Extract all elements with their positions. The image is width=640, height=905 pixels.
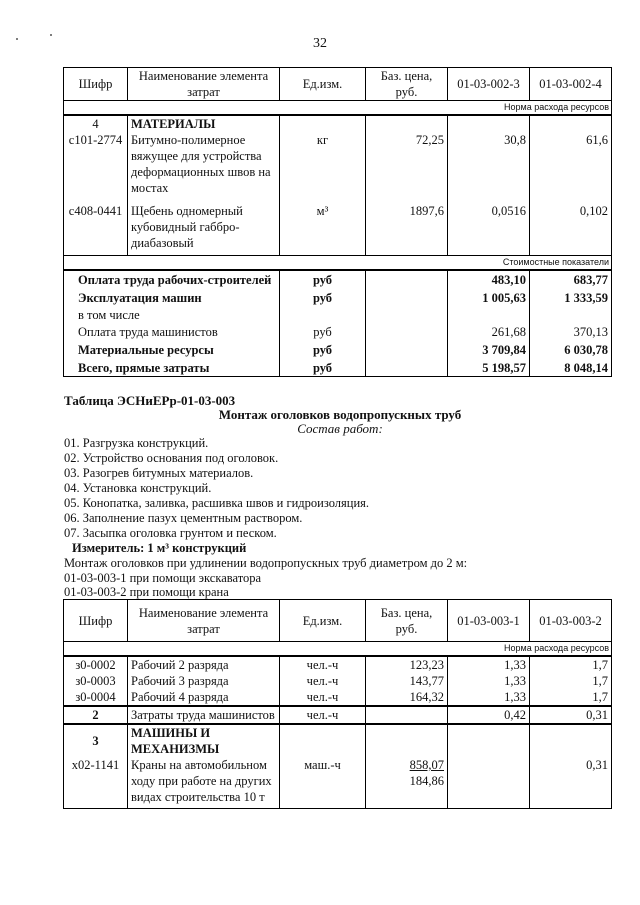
row-value-1: 1,33 xyxy=(504,658,526,672)
row-price: 72,25 xyxy=(366,115,448,199)
row-price: 123,23 xyxy=(409,658,444,672)
cost-value-1: 261,68 xyxy=(491,324,526,339)
row-price: 143,77 xyxy=(409,674,444,688)
row-value-1: 1,33 xyxy=(504,690,526,704)
section-title: МАТЕРИАЛЫ xyxy=(131,117,216,131)
cost-name: Оплата труда рабочих-строителей xyxy=(78,272,272,287)
row-name: Щебень одномерный кубовидный габбро-диабазовый xyxy=(128,199,280,255)
header-name: Наименование элемента затрат xyxy=(128,600,280,642)
cost-name: Всего, прямые затраты xyxy=(78,360,210,375)
cost-value-1: 1 005,63 xyxy=(482,290,526,305)
header-unit: Ед.изм. xyxy=(280,68,366,101)
row-unit: чел.-ч xyxy=(280,706,366,724)
resource-table-2 xyxy=(63,599,612,809)
header-col1: 01-03-003-1 xyxy=(448,600,530,642)
row-code: х02-1141 xyxy=(71,758,120,772)
table-title: Таблица ЭСНиЕРр-01-03-003 xyxy=(64,393,236,408)
table-row xyxy=(64,115,128,199)
row-unit: маш.-ч xyxy=(280,724,366,808)
row-name: Затраты труда машинистов xyxy=(128,706,280,724)
cost-value-1: 5 198,57 xyxy=(482,360,526,375)
cost-value-2: 370,13 xyxy=(573,324,608,339)
scan-dot xyxy=(16,38,18,40)
description: Монтаж оголовков при удлинении водопропускных труб диаметром до 2 м: xyxy=(64,556,468,570)
header-price: Баз. цена, руб. xyxy=(366,68,448,101)
cost-value-2: 683,77 xyxy=(573,272,608,287)
cost-label: Стоимостные показатели xyxy=(64,255,612,270)
cost-unit: руб xyxy=(312,290,333,305)
cost-name: Материальные ресурсы xyxy=(78,342,214,357)
row-price: 164,32 xyxy=(409,690,444,704)
row-code: з0-0003 xyxy=(75,674,116,688)
work-item: 06. Заполнение пазух цементным раствором. xyxy=(64,511,303,525)
row-code: з0-0002 xyxy=(75,658,116,672)
work-item: 07. Засыпка оголовка грунтом и песком. xyxy=(64,526,277,540)
work-item: 05. Конопатка, заливка, расшивка швов и гидроизоляция. xyxy=(64,496,370,510)
meter: Измеритель: 1 м³ конструкций xyxy=(72,541,247,555)
work-item: 02. Устройство основания под оголовок. xyxy=(64,451,279,465)
table-row xyxy=(64,724,612,808)
header-code: Шифр xyxy=(64,600,128,642)
row-price: 1897,6 xyxy=(366,199,448,255)
cost-name: Оплата труда машинистов xyxy=(78,324,218,339)
section-number: 4 xyxy=(92,117,99,131)
cost-unit: руб xyxy=(312,360,333,375)
row-number: 2 xyxy=(64,706,128,724)
work-item: 04. Установка конструкций. xyxy=(64,481,212,495)
row-name: Краны на автомобильном ходу при работе на других видах строительства 10 т xyxy=(131,758,272,804)
row-value-1: 0,0516 xyxy=(448,199,530,255)
row-unit: чел.-ч xyxy=(306,690,339,704)
row-value-1: 1,33 xyxy=(504,674,526,688)
row-value-1: 0,42 xyxy=(448,706,530,724)
table-subtitle: Монтаж оголовков водопропускных труб xyxy=(218,407,462,422)
header-code: Шифр xyxy=(64,68,128,101)
resource-table-1 xyxy=(63,67,612,377)
header-unit: Ед.изм. xyxy=(280,600,366,642)
cost-unit: руб xyxy=(312,342,333,357)
section-title: МАШИНЫ И МЕХАНИЗМЫ xyxy=(131,726,220,756)
cost-value-2: 8 048,14 xyxy=(564,360,608,375)
row-value-2: 0,102 xyxy=(530,199,612,255)
scan-dot xyxy=(50,34,52,36)
cost-unit: руб xyxy=(313,324,332,339)
row-value-2: 1,7 xyxy=(592,658,608,672)
cost-value-2: 1 333,59 xyxy=(564,290,608,305)
cost-value-1 xyxy=(451,307,526,324)
cost-value-2: 6 030,78 xyxy=(564,342,608,357)
cost-value-1: 3 709,84 xyxy=(482,342,526,357)
cost-unit xyxy=(283,307,362,324)
norm-label: Норма расхода ресурсов xyxy=(64,642,612,657)
row-name: Рабочий 4 разряда xyxy=(131,690,229,704)
cost-value-2 xyxy=(533,307,608,324)
works-heading: Состав работ: xyxy=(297,421,383,436)
cost-value-1: 483,10 xyxy=(491,272,526,287)
variant-2: 01-03-003-2 при помощи крана xyxy=(64,585,229,599)
row-value-2: 0,31 xyxy=(530,706,612,724)
row-value-2: 1,7 xyxy=(592,690,608,704)
row-code: с101-2774 xyxy=(68,133,123,147)
header-price: Баз. цена, руб. xyxy=(366,600,448,642)
cost-unit: руб xyxy=(312,272,333,287)
row-value-1 xyxy=(448,724,530,808)
header-col2: 01-03-002-4 xyxy=(530,68,612,101)
work-item: 03. Разогрев битумных материалов. xyxy=(64,466,254,480)
variant-1: 01-03-003-1 при помощи экскаватора xyxy=(64,571,262,585)
row-unit: чел.-ч xyxy=(306,674,339,688)
row-price-2: 184,86 xyxy=(409,774,444,788)
row-value-2: 61,6 xyxy=(530,115,612,199)
row-unit: кг xyxy=(280,115,366,199)
row-value-1: 30,8 xyxy=(448,115,530,199)
header-col1: 01-03-002-3 xyxy=(448,68,530,101)
row-name: Рабочий 3 разряда xyxy=(131,674,229,688)
header-col2: 01-03-003-2 xyxy=(530,600,612,642)
row-code: з0-0004 xyxy=(75,690,116,704)
row-name: Рабочий 2 разряда xyxy=(131,658,229,672)
row-name: Битумно-полимерное вяжущее для устройства деформационных швов на мостах xyxy=(131,133,271,195)
norm-label: Норма расхода ресурсов xyxy=(64,101,612,116)
section-number: 3 xyxy=(92,734,99,748)
header-name: Наименование элемента затрат xyxy=(128,68,280,101)
row-value-2: 1,7 xyxy=(592,674,608,688)
work-item: 01. Разгрузка конструкций. xyxy=(64,436,209,450)
row-code: с408-0441 xyxy=(64,199,128,255)
row-value-2: 0,31 xyxy=(530,724,612,808)
cost-name: в том числе xyxy=(78,307,140,322)
page-number: 32 xyxy=(313,36,327,51)
row-price: 858,07 xyxy=(409,758,444,772)
table-row xyxy=(64,706,612,724)
row-unit: м³ xyxy=(280,199,366,255)
row-unit: чел.-ч xyxy=(306,658,339,672)
cost-name: Эксплуатация машин xyxy=(78,290,202,305)
